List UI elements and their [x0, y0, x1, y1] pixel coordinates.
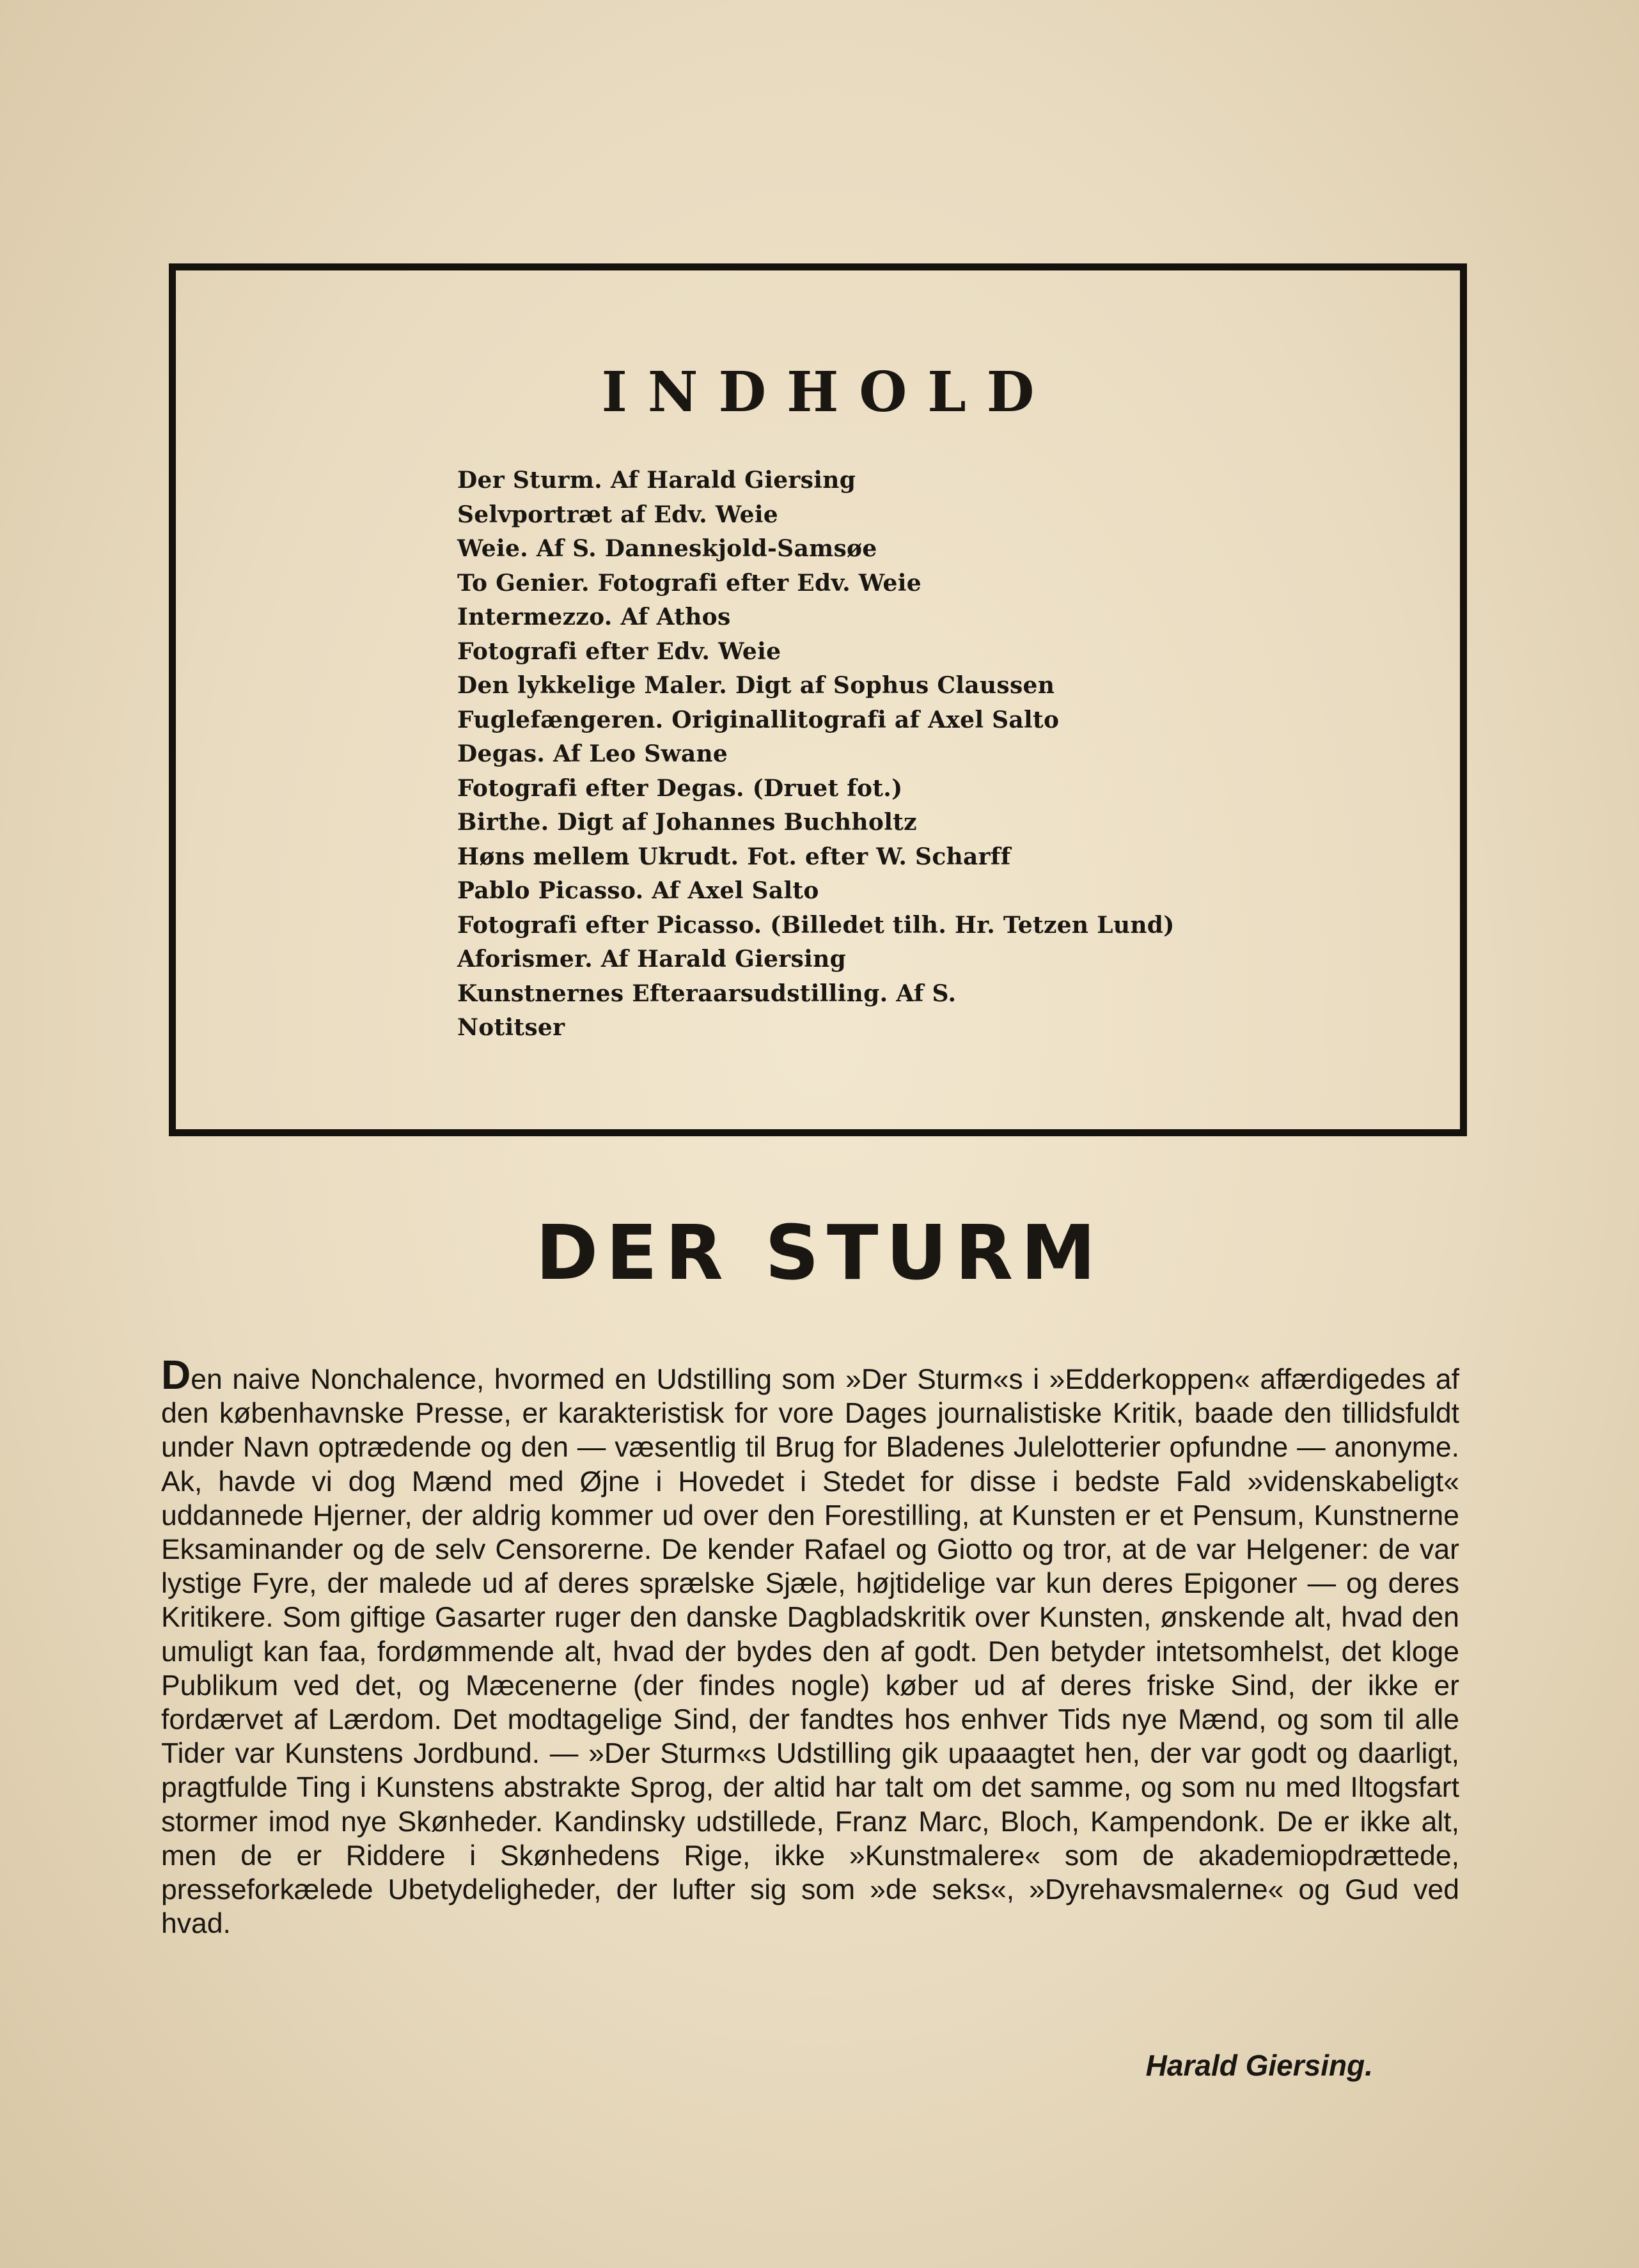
article-body-text: en naive Nonchalence, hvormed en Udstilling som »Der Sturm«s i »Edderkoppen« affærdigedes af den københavnske Presse, er karakteristisk for vore Dages journalistiske Kritik, baade den tillidsfuldt under Navn optrædende og den — væsentlig til Brug for Bladenes Julelotterier opfundne — anonyme. Ak, havde vi dog Mænd med Øjne i Hovedet i Stedet for disse i bedste Fald »videnskabeligt« uddannede Hjerner, der aldrig kommer ud over den Forestilling, at Kunsten er et Pensum, Kunstnerne Eksaminander og de selv Censorerne. De kender Rafael og Giotto og tror, at de var Helgener: de var lystige Fyre, der malede ud af deres sprælske Sjæle, højtidelige var kun deres Epigoner — og deres Kritikere. Som giftige Gasarter ruger den danske Dagbladskritik over Kunsten, ønskende alt, hvad den umuligt kan faa, fordømmende alt, hvad der bydes den af godt. Den betyder intetsomhelst, det kloge Publikum ved det, og Mæcenerne (der findes nogle) køber ud af deres friske Sind, der ikke er fordærvet af Lærdom. Det modtagelige Sind, der fandtes hos enhver Tids nye Mænd, og som til alle Tider var Kunstens Jordbund. — »Der Sturm«s Udstilling gik upaaagtet hen, der var godt og daarligt, pragtfulde Ting i Kunstens abstrakte Sprog, der altid har talt om det samme, og som nu med Iltogsfart stormer imod nye Skønheder. Kandinsky udstillede, Franz Marc, Bloch, Kampendonk. De er ikke alt, men de er Riddere i Skønhedens Rige, ikke »Kunstmalere« som de akademiopdrættede, presseforkælede Ubetydeligheder, der lufter sig som »de seks«, »Dyrehavsmalerne« og Gud ved hvad.	[161, 1364, 1459, 1940]
toc-item: To Genier. Fotografi efter Edv. Weie	[457, 569, 921, 597]
article-body	[161, 1354, 1459, 1941]
toc-item: Fotografi efter Picasso. (Billedet tilh. Hr. Tetzen Lund)	[457, 911, 1175, 939]
toc-item: Degas. Af Leo Swane	[457, 740, 728, 767]
toc-item: Den lykkelige Maler. Digt af Sophus Claussen	[457, 672, 1055, 699]
article-title: DER STURM	[535, 1208, 1104, 1297]
toc-item: Kunstnernes Efteraarsudstilling. Af S.	[457, 980, 957, 1007]
toc-item: Weie. Af S. Danneskjold-Samsøe	[457, 535, 877, 562]
toc-item: Fuglefængeren. Originallitografi af Axel Salto	[457, 706, 1060, 733]
toc-item: Intermezzo. Af Athos	[457, 604, 731, 630]
toc-item: Selvportræt af Edv. Weie	[457, 501, 779, 528]
toc-item: Fotografi efter Edv. Weie	[457, 637, 781, 665]
table-of-contents-box	[169, 263, 1467, 1136]
toc-list	[457, 464, 1175, 1045]
toc-item: Birthe. Digt af Johannes Buchholtz	[457, 809, 917, 836]
toc-item: Høns mellem Ukrudt. Fot. efter W. Scharff	[457, 843, 1011, 870]
drop-letter: D	[161, 1352, 191, 1398]
toc-item: Der Sturm. Af Harald Giersing	[457, 467, 856, 494]
toc-item: Pablo Picasso. Af Axel Salto	[457, 877, 819, 904]
toc-title: INDHOLD	[601, 360, 1055, 425]
toc-item: Fotografi efter Degas. (Druet fot.)	[457, 774, 903, 802]
toc-item: Notitser	[457, 1014, 565, 1041]
toc-item: Aforismer. Af Harald Giersing	[457, 946, 847, 973]
author-signature: Harald Giersing.	[1145, 2049, 1373, 2082]
